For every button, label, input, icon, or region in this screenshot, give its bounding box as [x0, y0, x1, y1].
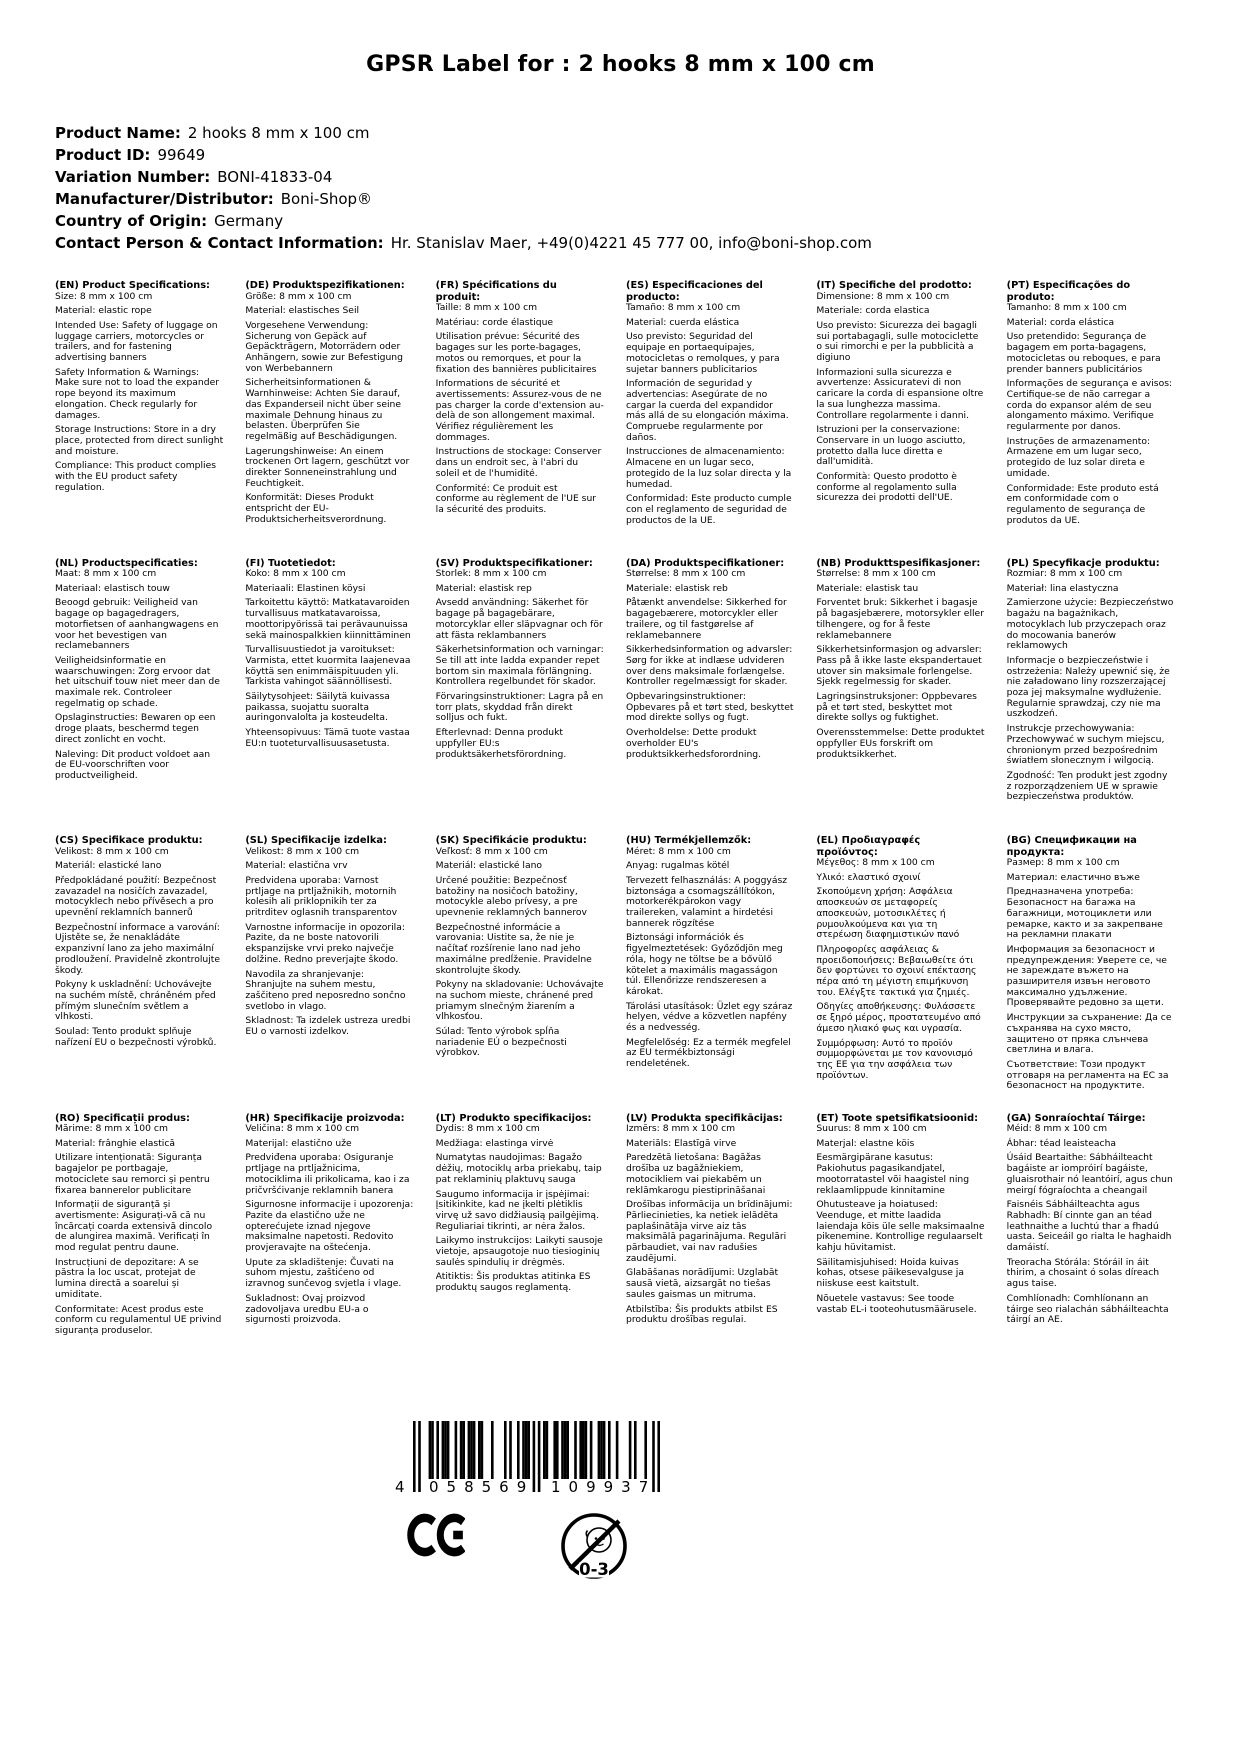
- spec-paragraph: Navodila za shranjevanje: Shranjujte na suhem mestu, zaščiteno pred neposredno sončno svetlobo in vlago.: [245, 968, 406, 1012]
- spec-paragraph: Συμμόρφωση: Αυτό το προϊόν συμμορφώνεται με τον κανονισμό της ΕΕ για την ασφάλεια των προϊόντων.: [816, 1037, 973, 1081]
- spec-paragraph: Intended Use: Safety of luggage on luggage carriers, motorcycles or trailers, and for fastening advertising banners: [55, 319, 218, 364]
- language-block: [816, 1113, 996, 1391]
- language-block-header: (DE) Produktspezifikationen:: [245, 280, 405, 291]
- product-info-label: Contact Person & Contact Information:: [55, 234, 384, 252]
- spec-paragraph: Sigurnosne informacije i upozorenja: Pazite da elastično uže ne opterećujete iznad njegove maksimalne napetosti. Redovito provjeravajte na oštećenja.: [245, 1199, 414, 1254]
- spec-paragraph: Materiaal: elastisch touw: [55, 582, 170, 594]
- language-block-header: (FR) Spécifications du produit:: [435, 280, 557, 303]
- spec-paragraph: Veľkosť: 8 mm x 100 cm: [435, 845, 548, 857]
- spec-paragraph: Saugumo informacija ir įspėjimai: Įsitikinkite, kad ne įkelti plėtiklis virvę už savo didžiausią pailgėjimą. Reguliariai tikrinti, ar nėra žalos.: [435, 1188, 599, 1232]
- spec-paragraph: Utilizare intenționată: Siguranța bagajelor pe portbagaje, motociclete sau remorci și pentru fixarea bannerelor publicitare: [55, 1152, 210, 1196]
- spec-paragraph: Overholdelse: Dette produkt overholder EU's produktsikkerhedsforordning.: [625, 727, 762, 760]
- spec-paragraph: Atitiktis: Šis produktas atitinka ES produktų saugos reglamentą.: [435, 1271, 591, 1294]
- spec-paragraph: Megfelelőség: Ez a termék megfelel az EU termékbiztonsági rendeletének.: [625, 1036, 791, 1070]
- spec-paragraph: Safety Information & Warnings: Make sure not to load the expander rope beyond its maximum elongation. Check regularly for damages.: [55, 366, 220, 421]
- language-block: [245, 1113, 425, 1391]
- spec-paragraph: Zamierzone użycie: Bezpieczeństwo bagażu na bagażnikach, motocyklach lub przyczepach oraz do mocowania banerów reklamowych: [1006, 597, 1174, 652]
- language-block-header: (CS) Specifikace produktu:: [55, 835, 203, 846]
- spec-paragraph: Οδηγίες αποθήκευσης: Φυλάσσετε σε ξηρό μέρος, προστατευμένο από άμεσο ηλιακό φως και υγρασία.: [816, 1001, 981, 1034]
- language-block-header: (RO) Specificații produs:: [55, 1112, 190, 1124]
- spec-paragraph: Drošības informācija un brīdinājumi: Pārliecinieties, ka netiek ielādēta paplašinātāja virve aiz tās maksimālā pagarinājuma. Regulāri pārbaudiet, vai nav radušies zaudējumi.: [625, 1199, 793, 1264]
- spec-paragraph: Materjal: elastne köis: [816, 1137, 915, 1149]
- language-block: [1007, 835, 1187, 1113]
- product-info-value: Hr. Stanislav Maer, +49(0)4221 45 777 00, info@boni-shop.com: [390, 234, 872, 252]
- language-block: [436, 558, 616, 836]
- spec-paragraph: Sikkerhedsinformation og advarsler: Sørg for ikke at indlæse udvideren over dens maksimale forlængelse. Kontroller regelmæssigt for skader.: [625, 644, 793, 688]
- spec-paragraph: Инструкции за съхранение: Да се съхранява на сухо място, защитено от пряка слънчева светлина и влага.: [1006, 1012, 1172, 1056]
- language-block-header: (BG) Спецификации на продукта:: [1006, 835, 1137, 858]
- language-block-header: (NB) Produkttspesifikasjoner:: [816, 557, 981, 569]
- product-info-value: Boni-Shop®: [280, 190, 373, 208]
- language-block: [55, 558, 235, 836]
- spec-paragraph: Opbevaringsinstruktioner: Opbevares på et tørt sted, beskyttet mod direkte sollys og fugt.: [625, 691, 794, 724]
- spec-paragraph: Naleving: Dit product voldoet aan de EU-voorschriften voor productveiligheid.: [55, 748, 211, 781]
- spec-paragraph: Materijal: elastično uže: [245, 1137, 352, 1149]
- spec-paragraph: Size: 8 mm x 100 cm: [55, 290, 153, 302]
- spec-paragraph: Tamanho: 8 mm x 100 cm: [1006, 302, 1127, 313]
- age-warning-icon: [558, 1500, 630, 1604]
- spec-paragraph: Paredzētā lietošana: Bagāžas drošība uz bagāžniekiem, motocikliem vai piekabēm un reklāmkarogu piestiprināšanai: [625, 1152, 766, 1196]
- spec-paragraph: Säkerhetsinformation och varningar: Se till att inte ladda expander repet bortom sin maximala förlängning. Kontrollera regelbundet för skador.: [435, 644, 604, 688]
- spec-paragraph: Sikkerhetsinformasjon og advarsler: Pass på å ikke laste ekspandertauet utover sin maksimale forlengelse. Sjekk regelmessig for skader.: [816, 644, 982, 688]
- spec-paragraph: Conformidade: Este produto está em conformidade com o regulamento de segurança de produtos da UE.: [1006, 482, 1159, 526]
- spec-paragraph: Sicherheitsinformationen & Warnhinweise: Achten Sie darauf, das Expanderseil nicht über seine maximale Dehnung hinaus zu belasten. Überprüfen Sie regelmäßig auf Beschädigungen.: [245, 377, 401, 442]
- spec-paragraph: Súlad: Tento výrobok spĺňa nariadenie EÚ o bezpečnosti výrobkov.: [435, 1026, 567, 1059]
- language-block-header: (DA) Produktspecifikationer:: [625, 557, 785, 569]
- spec-paragraph: Turvallisuustiedot ja varoitukset: Varmista, ettet kuormita laajenevaa köyttä sen enimmäispituuden yli. Tarkista vahingot säännöllisesti.: [245, 644, 411, 688]
- spec-paragraph: Efterlevnad: Denna produkt uppfyller EU:s produktsäkerhetsförordning.: [435, 727, 567, 760]
- language-block: [1007, 1113, 1187, 1391]
- spec-paragraph: Предназначена употреба: Безопасност на багажа на багажници, мотоциклети или ремарке, както и за закрепване на рекламни плакати: [1006, 886, 1163, 941]
- spec-paragraph: Instrucciones de almacenamiento: Almacene en un lugar seco, protegido de la luz solar directa y la humedad.: [625, 446, 792, 490]
- language-block: [245, 835, 425, 1113]
- spec-paragraph: Instrucțiuni de depozitare: A se păstra la loc uscat, protejat de lumina directă a soarelui și umiditate.: [55, 1256, 199, 1300]
- spec-paragraph: Informacje o bezpieczeństwie i ostrzeżenia: Należy upewnić się, że nie załadowano liny rozszerzającej poza jej maksymalne wydłużenie. Regularnie sprawdzaj, czy nie ma uszkodzeń.: [1006, 654, 1170, 720]
- language-block-header: (SL) Specifikacije izdelka:: [245, 835, 387, 846]
- product-info: [55, 122, 872, 254]
- language-blocks-grid: [55, 280, 1187, 1390]
- spec-paragraph: Instruções de armazenamento: Armazene em um lugar seco, protegido de luz solar direta e umidade.: [1006, 435, 1151, 479]
- barcode-digit-first: 4: [395, 1478, 405, 1496]
- product-info-value: 2 hooks 8 mm x 100 cm: [187, 124, 370, 142]
- spec-paragraph: Rozmiar: 8 mm x 100 cm: [1006, 568, 1123, 579]
- spec-paragraph: Material: frânghie elastică: [55, 1137, 176, 1149]
- spec-paragraph: Størrelse: 8 mm x 100 cm: [816, 568, 936, 579]
- spec-paragraph: Uso previsto: Sicurezza dei bagagli sui portabagagli, sulle motociclette o sui rimorchi e per la pubblicità a digiuno: [816, 319, 979, 364]
- spec-paragraph: Compliance: This product complies with the EU product safety regulation.: [55, 460, 217, 493]
- spec-paragraph: Pokyny na skladovanie: Uchovávajte na suchom mieste, chránené pred priamym slnečným žiarením a vlhkosťou.: [435, 979, 604, 1023]
- spec-paragraph: Material: elastisches Seil: [245, 305, 360, 317]
- spec-paragraph: Upute za skladištenje: Čuvati na suhom mjestu, zaštićeno od izravnog sunčevog svjetla i vlage.: [245, 1256, 402, 1290]
- spec-paragraph: Eesmärgipärane kasutus: Pakiohutus pagasikandjatel, mootorratastel või haagistel ning reklaamlippude kinnitamine: [816, 1152, 970, 1196]
- language-block-header: (IT) Specifiche del prodotto:: [816, 280, 972, 291]
- spec-paragraph: Treoracha Stórála: Stóráil in áit thirim, a chosaint ó solas díreach agus taise.: [1006, 1256, 1160, 1290]
- spec-paragraph: Faisnéis Sábháilteachta agus Rabhadh: Bí cinnte gan an téad leathnaithe a luchtú thar a fhadú uasta. Seiceáil go rialta le haghaidh damáistí.: [1006, 1199, 1172, 1254]
- spec-paragraph: Tarkoitettu käyttö: Matkatavaroiden turvallisuus matkatavaroissa, moottoripyörissä tai perävaunuissa sekä mainospalkkien kiinnittäminen: [245, 597, 411, 641]
- language-block: [626, 558, 806, 836]
- product-info-label: Product ID:: [55, 146, 151, 164]
- spec-paragraph: Úsáid Beartaithe: Sábháilteacht bagáiste ar iompróirí bagáiste, gluaisrothair nó leantóirí, agus chun meirgí fógraíochta a cheangail: [1006, 1152, 1173, 1196]
- spec-paragraph: Dydis: 8 mm x 100 cm: [435, 1123, 540, 1134]
- spec-paragraph: Určené použitie: Bezpečnosť batožiny na nosičoch batožiny, motocykle alebo prívesy, a pre upevnenie reklamných bannerov: [435, 874, 587, 919]
- ce-mark-icon: [407, 1512, 465, 1562]
- spec-paragraph: Laikymo instrukcijos: Laikyti sausoje vietoje, apsaugotoje nuo tiesioginių saulės spindulių ir drėgmės.: [435, 1235, 603, 1268]
- spec-paragraph: Säilitamisjuhised: Hoida kuivas kohas, otsese päikesevalguse ja niiskuse eest kaitstult.: [816, 1256, 964, 1290]
- spec-paragraph: Utilisation prévue: Sécurité des bagages sur les porte-bagages, motos ou remorques, et pour la fixation des bannières publicitaires: [435, 331, 597, 375]
- language-block: [816, 558, 996, 836]
- spec-paragraph: Storage Instructions: Store in a dry place, protected from direct sunlight and moisture.: [55, 424, 224, 457]
- spec-paragraph: Uso pretendido: Segurança de bagagem em porta-bagagens, motocicletas ou reboques, e para prender banners publicitários: [1006, 331, 1161, 375]
- spec-paragraph: Ábhar: téad leaisteacha: [1006, 1137, 1117, 1149]
- spec-paragraph: Ohutusteave ja hoiatused: Veenduge, et mitte laadida laiendaja köis üle selle maksimaalne pikenemine. Kontrollige regulaarselt kahju hüvitamist.: [816, 1199, 985, 1254]
- spec-paragraph: Lagerungshinweise: An einem trockenen Ort lagern, geschützt vor direkter Sonneneinstrahlung und Feuchtigkeit.: [245, 445, 410, 489]
- product-info-label: Manufacturer/Distributor:: [55, 190, 274, 208]
- spec-paragraph: Størrelse: 8 mm x 100 cm: [625, 568, 746, 579]
- spec-paragraph: Overensstemmelse: Dette produktet oppfyller EUs forskrift om produktsikkerhet.: [816, 727, 985, 760]
- spec-paragraph: Koko: 8 mm x 100 cm: [245, 568, 346, 579]
- spec-paragraph: Méret: 8 mm x 100 cm: [625, 845, 731, 857]
- spec-paragraph: Material: elastic rope: [55, 305, 152, 317]
- spec-paragraph: Υλικό: ελαστικό σχοινί: [816, 871, 921, 883]
- product-info-value: BONI-41833-04: [217, 168, 333, 186]
- spec-paragraph: Materiale: elastisk reb: [625, 582, 728, 594]
- spec-paragraph: Materiál: elastické lano: [55, 860, 162, 872]
- spec-paragraph: Tárolási utasítások: Üzlet egy száraz helyen, védve a közvetlen napfény és a nedvesség.: [625, 1000, 793, 1034]
- spec-paragraph: Материал: еластично въже: [1006, 871, 1140, 883]
- spec-paragraph: Informations de sécurité et avertissements: Assurez-vous de ne pas charger la corde d'extension au-delà de son allongement maximal. Vérifiez régulièrement les dommages.: [435, 378, 604, 443]
- spec-paragraph: Vorgesehene Verwendung: Sicherung von Gepäck auf Gepäckträgern, Motorrädern oder Anhängern, sowie zur Befestigung von Werbebannern: [245, 319, 403, 374]
- language-block: [55, 280, 235, 558]
- spec-paragraph: Velikost: 8 mm x 100 cm: [245, 845, 360, 857]
- language-block: [55, 1113, 235, 1391]
- product-info-row: [55, 210, 872, 232]
- spec-paragraph: Tamaño: 8 mm x 100 cm: [625, 302, 741, 313]
- spec-paragraph: Material: elastična vrv: [245, 860, 348, 872]
- spec-paragraph: Mărime: 8 mm x 100 cm: [55, 1123, 168, 1134]
- spec-paragraph: Sukladnost: Ovaj proizvod zadovoljava uredbu EU-a o sigurnosti proizvoda.: [245, 1292, 369, 1326]
- spec-paragraph: Materiaali: Elastinen köysi: [245, 582, 366, 594]
- spec-paragraph: Storlek: 8 mm x 100 cm: [435, 568, 547, 579]
- product-info-row: [55, 144, 872, 166]
- product-info-label: Variation Number:: [55, 168, 211, 186]
- spec-paragraph: Glabāšanas norādījumi: Uzglabāt sausā vietā, aizsargāt no tiešas saules gaismas un mitruma.: [625, 1267, 779, 1300]
- spec-paragraph: Varnostne informacije in opozorila: Pazite, da ne boste natovorili ekspanzijske vrvi preko največje dolžine. Redno preverjajte škodo.: [245, 921, 405, 965]
- spec-paragraph: Bezpečnostné informácie a varovania: Uistite sa, že nie je načítať rozšírenie lano nad jeho maximálne predĺženie. Pravidelne skontrolujte škody.: [435, 921, 592, 976]
- spec-paragraph: Πληροφορίες ασφάλειας & προειδοποιήσεις: Βεβαιωθείτε ότι δεν φορτώνει το σχοινί επέκτασης πέρα από τη μέγιστη επιμήκυνση του. Ελέγξτε τακτικά για ζημιές.: [816, 943, 977, 998]
- spec-paragraph: Konformität: Dieses Produkt entspricht der EU-Produktsicherheitsverordnung.: [245, 492, 387, 525]
- spec-paragraph: Förvaringsinstruktioner: Lagra på en torr plats, skyddad från direkt solljus och fukt.: [435, 691, 604, 724]
- language-block-header: (SK) Špecifikácie produktu:: [435, 835, 587, 846]
- product-info-label: Product Name:: [55, 124, 181, 142]
- spec-paragraph: Avsedd användning: Säkerhet för bagage på bagagebärare, motorcyklar eller släpvagnar och för att fästa reklambanners: [435, 597, 603, 641]
- spec-paragraph: Numatytas naudojimas: Bagažo dėžių, motociklų arba priekabų, taip pat reklaminių plaktuvų sauga: [435, 1152, 602, 1185]
- spec-paragraph: Tervezett felhasználás: A poggyász biztonsága a csomagszállítókon, motorkerékpárokon vagy trailereken, valamint a hirdetési bannerek rögzítése: [625, 874, 788, 929]
- spec-paragraph: Instrukcje przechowywania: Przechowywać w suchym miejscu, chronionym przed bezpośrednim światłem słonecznym i wilgocią.: [1006, 723, 1165, 767]
- language-block-header: (EL) Προδιαγραφές προϊόντος:: [816, 835, 921, 858]
- language-block-header: (PL) Specyfikacje produktu:: [1006, 557, 1160, 569]
- language-block: [816, 835, 996, 1113]
- language-block-header: (ET) Toote spetsifikatsioonid:: [816, 1112, 978, 1124]
- spec-paragraph: Izmērs: 8 mm x 100 cm: [625, 1123, 736, 1134]
- language-block: [245, 280, 425, 558]
- spec-paragraph: Material: corda elástica: [1006, 316, 1115, 328]
- spec-paragraph: Информация за безопасност и предупреждения: Уверете се, че не зареждате въжето на разширителя извън неговото максимално удължение. Проверявайте редовно за щети.: [1006, 943, 1167, 1009]
- product-info-row: [55, 188, 872, 210]
- spec-paragraph: Materiał: lina elastyczna: [1006, 582, 1119, 594]
- spec-paragraph: Predvidena uporaba: Varnost prtljage na prtljažnikih, motornih kolesih ali priklopnikih ter za pritrditev oglasnih transparentov: [245, 874, 398, 919]
- spec-paragraph: Размер: 8 mm x 100 cm: [1006, 857, 1120, 868]
- spec-paragraph: Pokyny k uskladnění: Uchovávejte na suchém místě, chráněném před přímým slunečním světlem a vlhkosti.: [55, 979, 216, 1023]
- language-block: [626, 1113, 806, 1391]
- spec-paragraph: Veličina: 8 mm x 100 cm: [245, 1123, 360, 1134]
- spec-paragraph: Uso previsto: Seguridad del equipaje en portaequipajes, motocicletas o remolques, y para sujetar banners publicitarios: [625, 331, 780, 375]
- language-block-header: (FI) Tuotetiedot:: [245, 557, 336, 569]
- spec-paragraph: Matériau: corde élastique: [435, 316, 554, 328]
- spec-paragraph: Předpokládané použití: Bezpečnost zavazadel na nosičích zavazadel, motocyklech nebo přívěsech a pro upevnění reklamních bannerů: [55, 874, 217, 919]
- language-block: [436, 1113, 616, 1391]
- language-block: [816, 280, 996, 558]
- spec-paragraph: Lagringsinstruksjoner: Oppbevares på et tørt sted, beskyttet mot direkte sollys og fuktighet.: [816, 691, 977, 724]
- language-block-header: (SV) Produktspecifikationer:: [435, 557, 593, 569]
- spec-paragraph: Säilytysohjeet: Säilytä kuivassa paikassa, suojattu suoralta auringonvalolta ja kosteudelta.: [245, 691, 390, 724]
- spec-paragraph: Zgodność: Ten produkt jest zgodny z rozporządzeniem UE w sprawie bezpieczeństwa produktów.: [1006, 769, 1168, 803]
- spec-paragraph: Dimensione: 8 mm x 100 cm: [816, 290, 950, 302]
- spec-paragraph: Información de seguridad y advertencias: Asegúrate de no cargar la cuerda del expandidor más allá de su elongación máxima. Compruebe regularmente por daños.: [625, 378, 789, 443]
- language-block-header: (LV) Produkta specifikācijas:: [625, 1112, 783, 1124]
- spec-paragraph: Atbilstība: Šis produkts atbilst ES produktu drošības regulai.: [625, 1303, 778, 1326]
- language-block-header: (PT) Especificações do produto:: [1006, 280, 1131, 303]
- spec-paragraph: Conformité: Ce produit est conforme au règlement de l'UE sur la sécurité des produits.: [435, 482, 597, 515]
- spec-paragraph: Biztonsági információk és figyelmeztetések: Győződjön meg róla, hogy ne töltse be a bővülő kötelet a maximális magasságon túl. Ellenőrizze rendszeresen a károkat.: [625, 932, 783, 997]
- spec-paragraph: Skladnost: Ta izdelek ustreza uredbi EU o varnosti izdelkov.: [245, 1015, 411, 1038]
- spec-paragraph: Soulad: Tento produkt splňuje nařízení EU o bezpečnosti výrobků.: [55, 1026, 217, 1048]
- spec-paragraph: Μέγεθος: 8 mm x 100 cm: [816, 857, 935, 868]
- product-info-row: [55, 122, 872, 144]
- spec-paragraph: Méid: 8 mm x 100 cm: [1006, 1123, 1108, 1134]
- spec-paragraph: Taille: 8 mm x 100 cm: [435, 302, 538, 313]
- spec-paragraph: Informații de siguranță și avertismente: Asigurați-vă că nu încărcați coarda extensivă dincolo de alungirea maximă. Verificați în mod regulat pentru daune.: [55, 1199, 213, 1254]
- product-info-value: Germany: [214, 212, 284, 230]
- language-block: [1007, 558, 1187, 836]
- language-block: [55, 835, 235, 1113]
- spec-paragraph: Nõuetele vastavus: See toode vastab EL-i tooteohutusmäärusele.: [816, 1292, 977, 1315]
- spec-paragraph: Conformidad: Este producto cumple con el reglamento de seguridad de productos de la UE.: [625, 493, 792, 526]
- spec-paragraph: Material: cuerda elástica: [625, 316, 740, 328]
- spec-paragraph: Bezpečnostní informace a varování: Ujistěte se, že nenakládáte expanzivní lano za jeho maximální prodloužení. Pravidelně zkontrolujte škody.: [55, 921, 220, 976]
- language-block-header: (ES) Especificaciones del producto:: [625, 280, 763, 303]
- spec-paragraph: Materiale: corda elastica: [816, 305, 930, 317]
- spec-paragraph: Conformità: Questo prodotto è conforme al regolamento sulla sicurezza dei prodotti dell'UE.: [816, 471, 957, 504]
- spec-paragraph: Velikost: 8 mm x 100 cm: [55, 845, 169, 857]
- spec-paragraph: Съответствие: Този продукт отговаря на регламента на ЕС за безопасност на продуктите.: [1006, 1058, 1169, 1092]
- page-title: GPSR Label for : 2 hooks 8 mm x 100 cm: [366, 52, 875, 77]
- spec-paragraph: Materiál: elastické lano: [435, 860, 543, 872]
- language-block-header: (HR) Specifikacije proizvoda:: [245, 1112, 405, 1124]
- spec-paragraph: Anyag: rugalmas kötél: [625, 860, 730, 872]
- language-block: [436, 280, 616, 558]
- spec-paragraph: Instructions de stockage: Conserver dans un endroit sec, à l'abri du soleil et de l'humidité.: [435, 446, 602, 479]
- spec-paragraph: Suurus: 8 mm x 100 cm: [816, 1123, 927, 1134]
- product-info-label: Country of Origin:: [55, 212, 208, 230]
- language-block: [436, 835, 616, 1113]
- product-info-value: 99649: [157, 146, 206, 164]
- language-block: [1007, 280, 1187, 558]
- language-block: [626, 280, 806, 558]
- spec-paragraph: Opslaginstructies: Bewaren op een droge plaats, beschermd tegen direct zonlicht en vocht.: [55, 712, 216, 745]
- language-block: [245, 558, 425, 836]
- barcode-digits-right: 109937: [551, 1478, 657, 1496]
- spec-paragraph: Yhteensopivuus: Tämä tuote vastaa EU:n tuoteturvallisuusasetusta.: [245, 727, 410, 749]
- spec-paragraph: Informazioni sulla sicurezza e avvertenze: Assicuratevi di non caricare la corda di espansione oltre la sua lunghezza massima. Controllare regolarmente i danni.: [816, 366, 984, 421]
- spec-paragraph: Comhlíonadh: Comhlíonann an táirge seo rialachán sábháilteachta táirgí an AE.: [1006, 1292, 1169, 1326]
- spec-paragraph: Materiāls: Elastīgā virve: [625, 1137, 737, 1149]
- language-block-header: (EN) Product Specifications:: [55, 280, 210, 291]
- age-warning-label: 0-3: [579, 1560, 609, 1579]
- spec-paragraph: Veiligheidsinformatie en waarschuwingen: Zorg ervoor dat het uitschuif touw niet meer dan de maximale rek. Controleer regelmatig op schade.: [55, 654, 220, 709]
- spec-paragraph: Forventet bruk: Sikkerhet i bagasje på bagasjebærere, motorsykler eller tilhengere, og for å feste reklamebannere: [816, 597, 984, 641]
- spec-paragraph: Påtænkt anvendelse: Sikkerhed for bagagebærere, motorcykler eller trailere, og til fastgørelse af reklamebannere: [625, 597, 787, 641]
- language-block-header: (HU) Termékjellemzők:: [625, 835, 752, 846]
- spec-paragraph: Medžiaga: elastinga virvė: [435, 1137, 554, 1149]
- spec-paragraph: Informações de segurança e avisos: Certifique-se de não carregar a corda do expansor além de seu alongamento máximo. Verifique regularmente por danos.: [1006, 378, 1173, 433]
- barcode-digits-left: 058569: [429, 1478, 535, 1496]
- spec-paragraph: Material: elastisk rep: [435, 582, 532, 594]
- product-info-row: [55, 232, 872, 254]
- language-block-header: (LT) Produkto specifikacijos:: [435, 1112, 592, 1124]
- spec-paragraph: Conformitate: Acest produs este conform cu regulamentul UE privind siguranța produselor.: [55, 1303, 222, 1336]
- spec-paragraph: Maat: 8 mm x 100 cm: [55, 568, 157, 579]
- language-block-header: (NL) Productspecificaties:: [55, 557, 198, 569]
- language-block-header: (GA) Sonraíochtaí Táirge:: [1006, 1112, 1146, 1124]
- spec-paragraph: Predviđena uporaba: Osiguranje prtljage na prtljažnicima, motociklima ili prikolicama, kao i za pričvršćivanje reklamnih banera: [245, 1152, 410, 1196]
- spec-paragraph: Materiale: elastisk tau: [816, 582, 919, 594]
- language-block: [626, 835, 806, 1113]
- spec-paragraph: Istruzioni per la conservazione: Conservare in un luogo asciutto, protetto dalla luce diretta e dall'umidità.: [816, 424, 966, 468]
- spec-paragraph: Σκοπούμενη χρήση: Ασφάλεια αποσκευών σε μεταφορείς αποσκευών, μοτοσικλέτες ή ρυμουλκούμενα και για τη στερέωση διαφημιστικών πανό: [816, 886, 960, 941]
- spec-paragraph: Beoogd gebruik: Veiligheid van bagage op bagagedragers, motorfietsen of aanhangwagens en voor het bevestigen van reclamebanners: [55, 597, 219, 652]
- spec-paragraph: Größe: 8 mm x 100 cm: [245, 290, 352, 302]
- product-info-row: [55, 166, 872, 188]
